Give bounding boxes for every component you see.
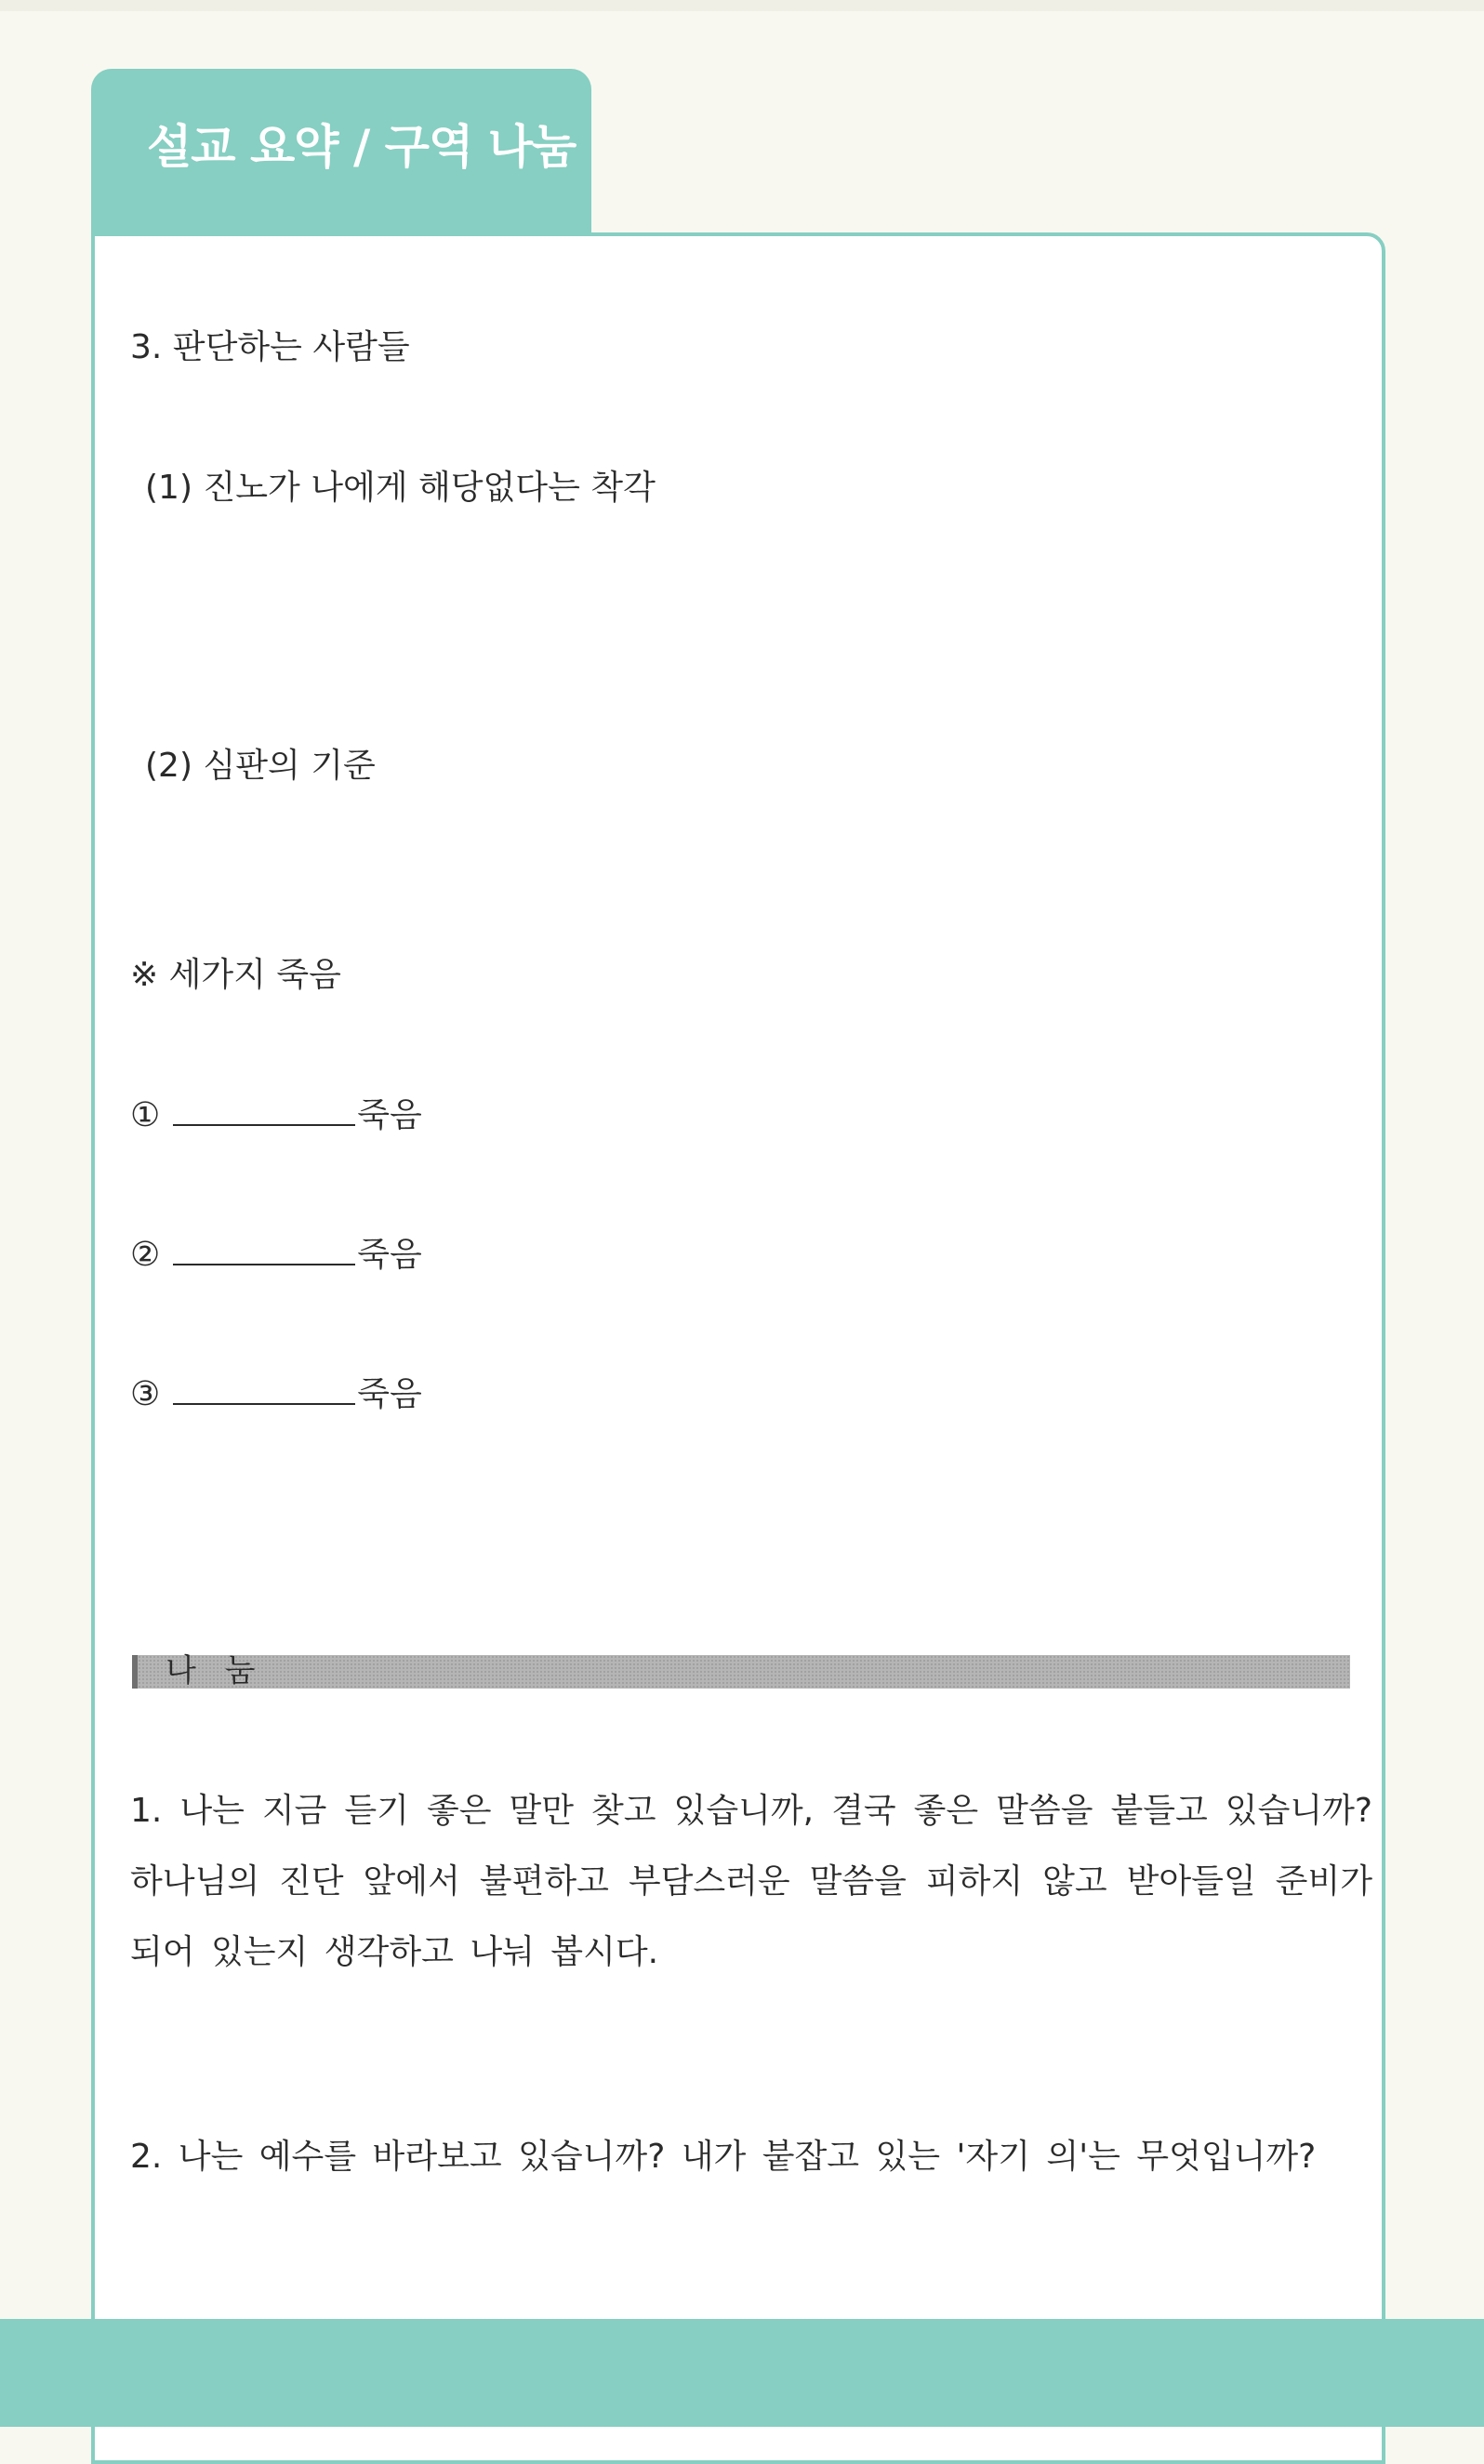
death-marker: ① [130,1096,161,1134]
section-heading: 3. 판단하는 사람들 [130,328,410,366]
sharing-label: 나 눔 [166,1652,265,1689]
death-item-1 [130,1095,422,1136]
sharing-question-1: 1. 나는 지금 듣기 좋은 말만 찾고 있습니까, 결국 좋은 말씀을 붙들고 있습니까? 하나님의 진단 앞에서 불편하고 부담스러운 말씀을 피하지 않고 받아들일 준비가 되어 있는지 생각하고 나눠 봅시다. [130,1792,1372,1971]
death-suffix: 죽음 [357,1236,422,1274]
sharing-question-2: 2. 나는 예수를 바라보고 있습니까? 내가 붙잡고 있는 '자기 의'는 무엇입니까? [130,2138,1317,2176]
header-tab [91,69,591,234]
death-item-2 [130,1235,422,1276]
death-marker: ③ [130,1375,161,1413]
death-suffix: 죽음 [357,1375,422,1413]
point-2: (2) 심판의 기준 [145,747,376,785]
page-title: 설교 요약 / 구역 나눔 [147,120,576,174]
bottom-band [0,2319,1484,2427]
three-deaths-note: ※ 세가지 죽음 [130,956,341,994]
sharing-section-bar [132,1652,1350,1689]
fill-in-blank [173,1096,355,1126]
death-marker: ② [130,1236,161,1274]
fill-in-blank [173,1375,355,1405]
fill-in-blank [173,1236,355,1265]
death-suffix: 죽음 [357,1096,422,1134]
death-item-3 [130,1374,422,1415]
page-top-edge [0,0,1484,11]
point-1: (1) 진노가 나에게 해당없다는 착각 [145,469,656,507]
